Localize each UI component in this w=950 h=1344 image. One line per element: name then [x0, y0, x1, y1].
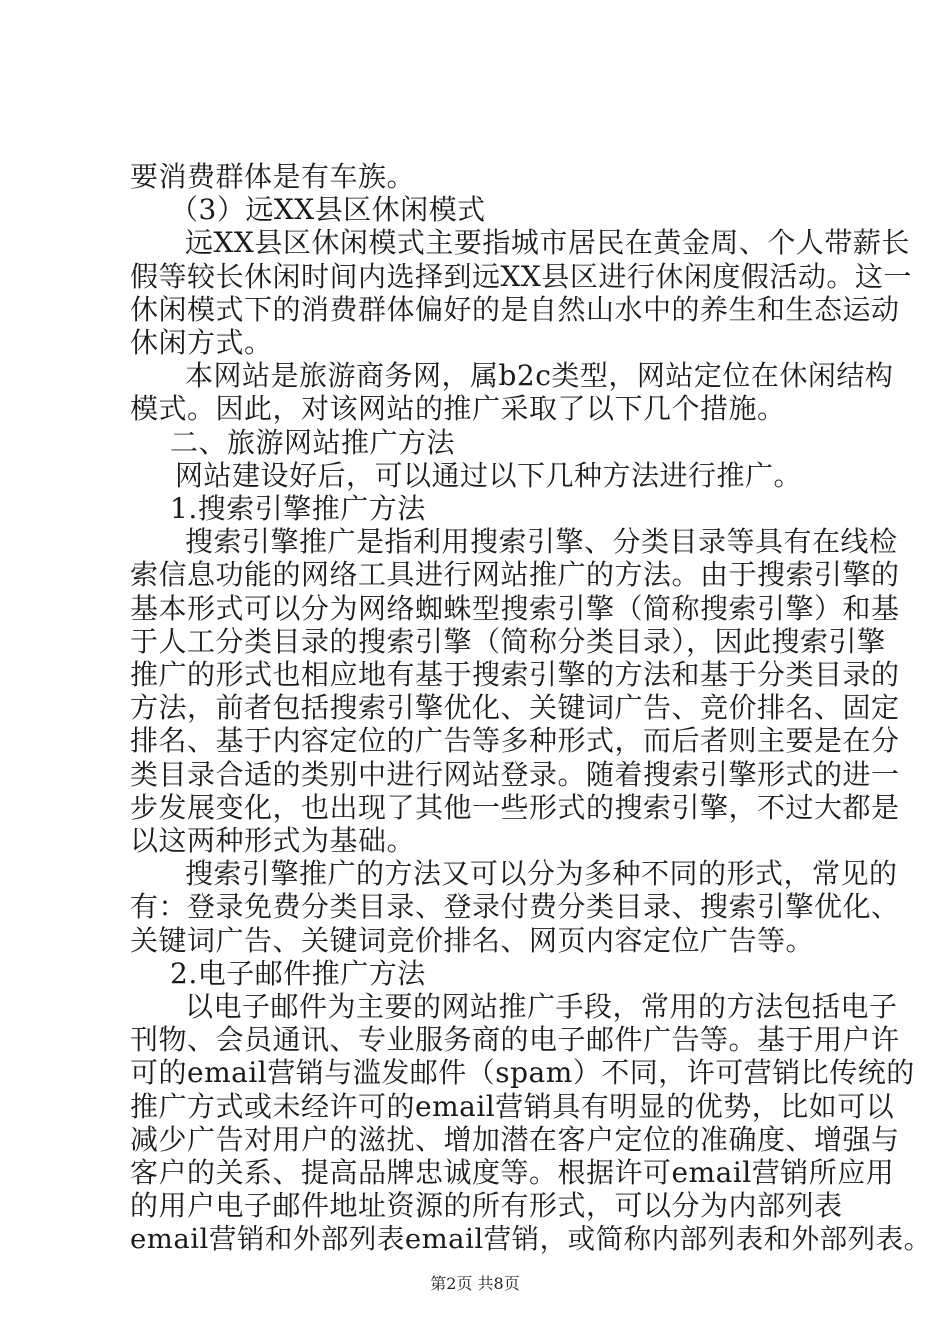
text-line: 于人工分类目录的搜索引擎（简称分类目录），因此搜索引擎 — [130, 624, 886, 658]
section-heading: （3）远XX县区休闲模式 — [170, 193, 486, 227]
text-line: 有：登录免费分类目录、登录付费分类目录、搜索引擎优化、 — [130, 890, 900, 924]
section-heading: 二、旅游网站推广方法 — [170, 425, 456, 459]
text-line: 客户的关系、提高品牌忠诚度等。根据许可email营销所应用 — [130, 1156, 895, 1189]
text-line: 索信息功能的网络工具进行网站推广的方法。由于搜索引擎的 — [130, 558, 900, 592]
text-line: 搜索引擎推广是指利用搜索引擎、分类目录等具有在线检 — [185, 525, 898, 559]
section-heading: 2.电子邮件推广方法 — [170, 956, 426, 990]
text-line: 基本形式可以分为网络蜘蛛型搜索引擎（简称搜索引擎）和基 — [130, 591, 900, 625]
text-line: 模式。因此，对该网站的推广采取了以下几个措施。 — [130, 392, 786, 426]
page-number-footer: 第2页 共8页 — [430, 1273, 520, 1293]
text-line: 类目录合适的类别中进行网站登录。随着搜索引擎形式的进一 — [130, 757, 900, 791]
text-line: 要消费群体是有车族。 — [130, 160, 416, 193]
text-line: 休闲方式。 — [130, 326, 273, 359]
section-heading: 1.搜索引擎推广方法 — [170, 492, 426, 525]
text-line: 休闲模式下的消费群体偏好的是自然山水中的养生和生态运动 — [130, 292, 900, 326]
text-line: email营销和外部列表email营销，或简称内部列表和外部列表。 — [130, 1223, 932, 1256]
text-line: 推广方式或未经许可的email营销具有明显的优势，比如可以 — [130, 1089, 895, 1123]
text-line: 排名、基于内容定位的广告等多种形式，而后者则主要是在分 — [130, 724, 900, 758]
text-line: 以电子邮件为主要的网站推广手段，常用的方法包括电子 — [185, 990, 898, 1023]
text-line: 减少广告对用户的滋扰、增加潜在客户定位的准确度、增强与 — [130, 1122, 900, 1156]
text-line: 可的email营销与滥发邮件（spam）不同，许可营销比传统的 — [130, 1056, 915, 1090]
text-line: 本网站是旅游商务网，属b2c类型，网站定位在休闲结构 — [185, 359, 894, 393]
text-line: 方法，前者包括搜索引擎优化、关键词广告、竞价排名、固定 — [130, 691, 900, 725]
text-line: 推广的形式也相应地有基于搜索引擎的方法和基于分类目录的 — [130, 658, 900, 691]
text-line: 的用户电子邮件地址资源的所有形式，可以分为内部列表 — [130, 1189, 843, 1223]
text-line: 以这两种形式为基础。 — [130, 824, 416, 857]
text-line: 关键词广告、关键词竞价排名、网页内容定位广告等。 — [130, 923, 815, 957]
text-line: 远XX县区休闲模式主要指城市居民在黄金周、个人带薪长 — [185, 226, 910, 260]
text-line: 搜索引擎推广的方法又可以分为多种不同的形式，常见的 — [185, 857, 898, 891]
text-line: 刊物、会员通讯、专业服务商的电子邮件广告等。基于用户许 — [130, 1023, 900, 1057]
text-line: 网站建设好后，可以通过以下几种方法进行推广。 — [175, 458, 803, 492]
text-line: 假等较长休闲时间内选择到远XX县区进行休闲度假活动。这一 — [130, 259, 912, 293]
text-line: 步发展变化，也出现了其他一些形式的搜索引擎，不过大都是 — [130, 790, 900, 824]
